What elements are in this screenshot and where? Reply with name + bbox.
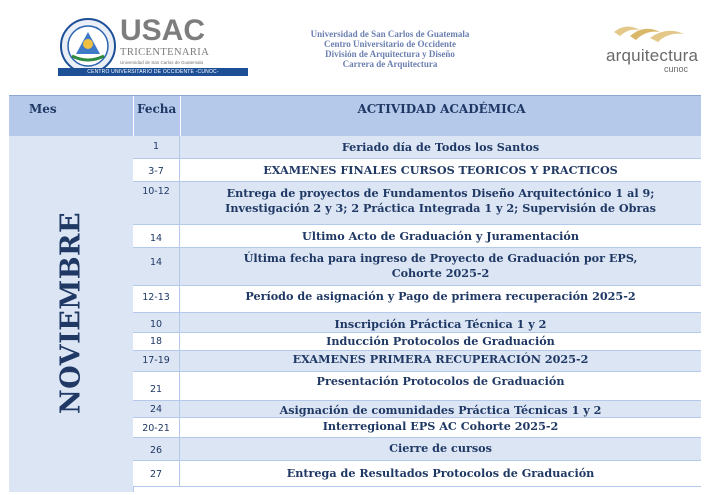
institution-line: Universidad de San Carlos de Guatemala — [310, 29, 470, 39]
row-date: 10 — [149, 319, 163, 330]
institution-line: Centro Universitario de Occidente — [323, 39, 457, 49]
usac-university-name: Universidad de San Carlos de Guatemala — [120, 60, 204, 65]
institution-line: Carrera de Arquitectura — [342, 59, 438, 69]
row-activity: Ultimo Acto de Graduación y Juramentación — [301, 229, 580, 243]
row-date: 17-19 — [142, 355, 170, 366]
row-date: 26 — [149, 445, 163, 456]
row-activity: Período de asignación y Pago de primera recuperación 2025-2 — [245, 289, 636, 303]
usac-tricentenaria: TRICENTENARIA — [120, 47, 210, 58]
row-activity: Asignación de comunidades Práctica Técnicas 1 y 2 — [279, 403, 602, 417]
header-actividad: ACTIVIDAD ACADÉMICA — [180, 96, 702, 136]
row-activity: Cierre de cursos — [389, 441, 492, 455]
table-row — [133, 136, 701, 159]
row-activity: Cohorte 2025-2 — [391, 266, 490, 280]
row-date: 12-13 — [142, 292, 170, 303]
row-date: 21 — [149, 384, 163, 395]
institution-lines — [270, 29, 510, 69]
row-activity: Entrega de proyectos de Fundamentos Diseño Arquitectónico 1 al 9; — [226, 186, 655, 200]
table-header-row — [9, 95, 701, 137]
header-mes: Mes — [29, 102, 57, 116]
row-activity: Presentación Protocolos de Graduación — [316, 374, 565, 388]
row-activity: EXAMENES FINALES CURSOS TEORICOS Y PRACTICOS — [263, 163, 618, 177]
academic-calendar-table — [9, 95, 701, 492]
table-row — [133, 351, 701, 372]
table-row — [133, 182, 701, 225]
institution-line: División de Arquitectura y Diseño — [325, 49, 455, 59]
row-activity: Investigación 2 y 3; 2 Práctica Integrada 1 y 2; Supervisión de Obras — [225, 201, 656, 215]
table-row — [133, 248, 701, 286]
row-date: 18 — [149, 336, 163, 347]
usac-wordmark: USAC — [120, 14, 206, 47]
row-activity: Inscripción Práctica Técnica 1 y 2 — [334, 317, 547, 331]
table-row — [133, 461, 701, 487]
arquitectura-cunoc: cunoc — [664, 64, 689, 74]
row-activity: Interregional EPS AC Cohorte 2025-2 — [322, 419, 559, 433]
table-row — [133, 313, 701, 333]
row-date: 3-7 — [148, 166, 164, 177]
arquitectura-logo — [600, 20, 700, 80]
row-activity: Feriado día de Todos los Santos — [341, 140, 540, 154]
table-row — [133, 159, 701, 182]
table-row — [133, 225, 701, 248]
header-fecha: Fecha — [133, 96, 180, 136]
table-row — [133, 286, 701, 313]
arquitectura-wordmark: arquitectura — [606, 46, 699, 65]
usac-cunoc-bar: CENTRO UNIVERSITARIO DE OCCIDENTE -CUNOC- — [58, 68, 248, 76]
table-row — [133, 333, 701, 351]
month-label: NOVIEMBRE — [55, 211, 87, 415]
table-row — [133, 438, 701, 461]
row-activity: EXAMENES PRIMERA RECUPERACIÓN 2025-2 — [292, 352, 589, 366]
row-date: 14 — [149, 233, 163, 244]
row-date: 20-21 — [142, 423, 170, 434]
row-date: 27 — [149, 469, 163, 480]
row-activity: Última fecha para ingreso de Proyecto de Graduación por EPS, — [243, 251, 638, 265]
usac-logo — [58, 14, 258, 78]
row-date: 1 — [152, 141, 160, 152]
row-activity: Inducción Protocolos de Graduación — [326, 334, 555, 348]
month-cell — [9, 136, 134, 492]
row-date: 10-12 — [142, 186, 170, 197]
row-date: 14 — [149, 257, 163, 268]
table-row — [133, 372, 701, 401]
table-row — [133, 418, 701, 438]
row-date: 24 — [149, 404, 163, 415]
row-activity: Entrega de Resultados Protocolos de Graduación — [286, 466, 595, 480]
document-header — [0, 0, 711, 92]
table-row — [133, 401, 701, 418]
